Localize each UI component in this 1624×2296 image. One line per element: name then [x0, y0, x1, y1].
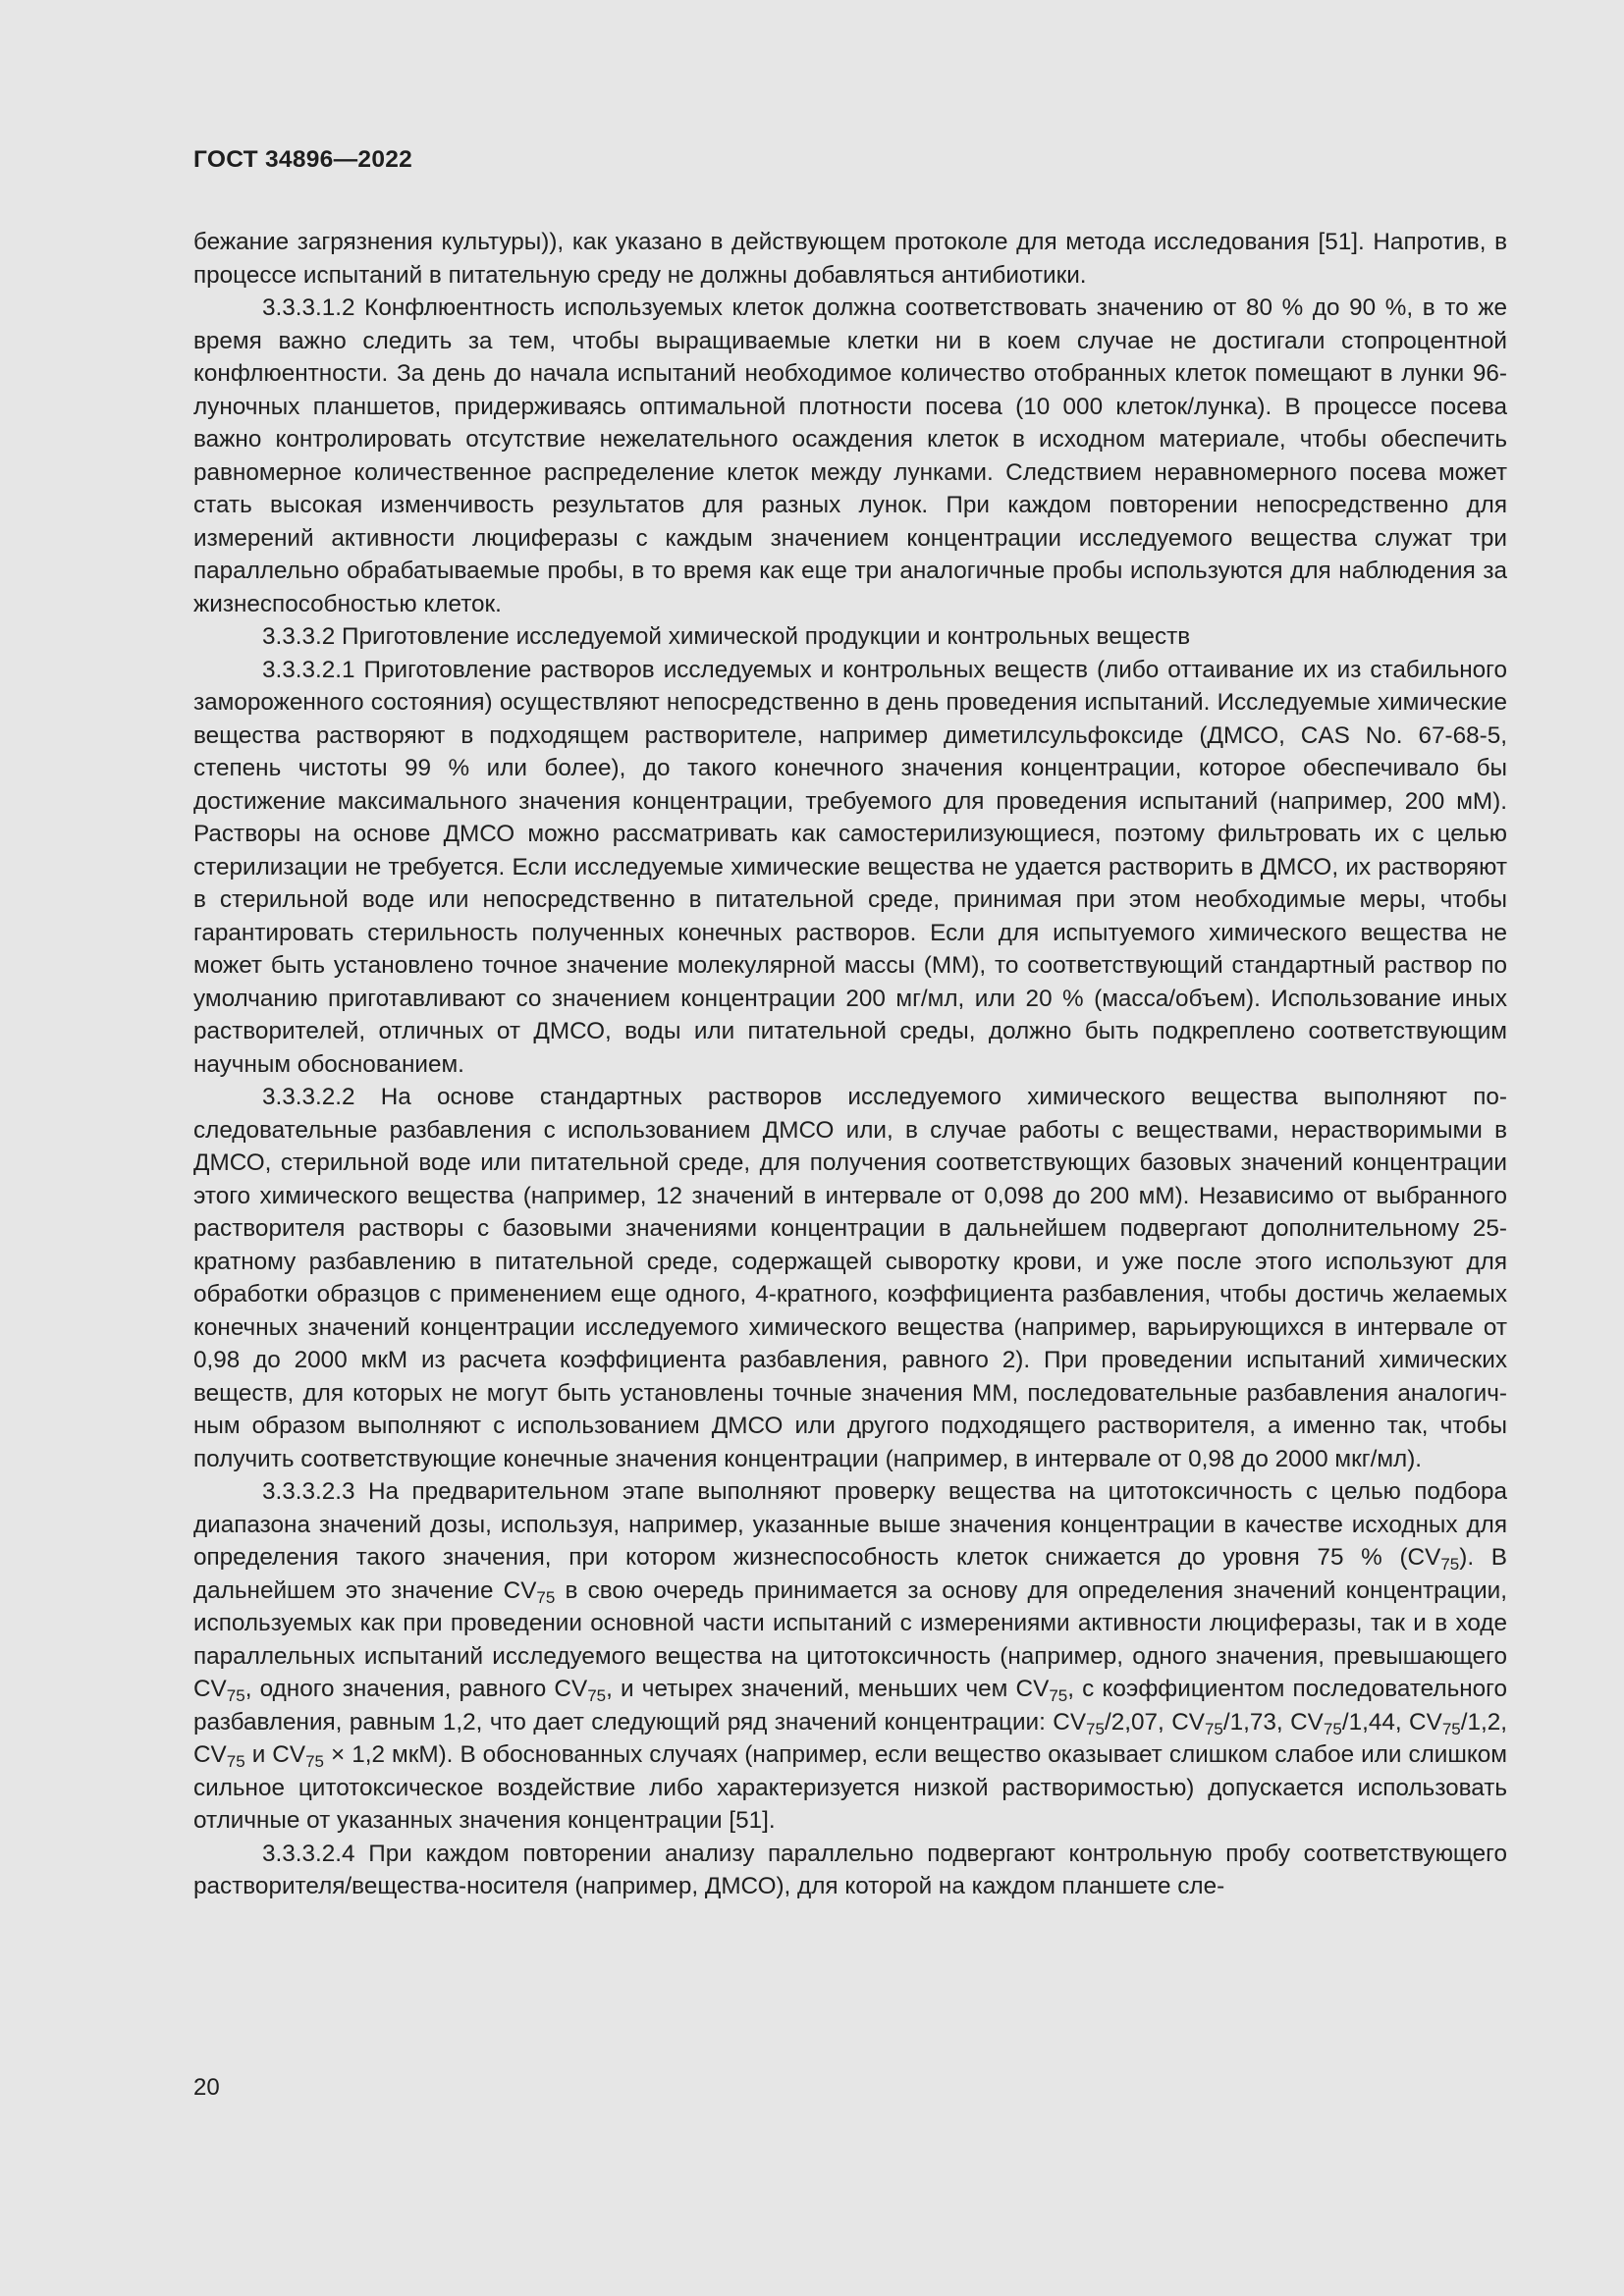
- document-body: [193, 226, 1507, 1903]
- paragraph: 3.3.3.2.4 При каждом повторении анализу параллельно подвергают контрольную пробу соответствующего растворителя/вещества-носителя (например, ДМСО), для которой на каждом планшете сле-: [193, 1840, 1507, 1899]
- paragraph: бежание загрязнения культуры)), как указано в действующем протоколе для метода исследования [51]. Напротив, в процессе испытаний в питательную среду не должны добавляться антибиотики.: [193, 229, 1507, 289]
- document-page: [193, 145, 1507, 1903]
- standard-header: ГОСТ 34896—2022: [193, 146, 413, 173]
- paragraph: 3.3.3.2.1 Приготовление растворов исследуемых и контрольных веществ (либо оттаивание их из стабильного замороженного состояния) осуществляют непосредственно в день проведения испытаний. Исследуемые химические вещества растворяют в подходящем растворителе, например диметилсульфоксиде (ДМСО, CAS No. 67-68-5, степень чистоты 99 % или более), до такого конечного значения концентрации, которое обеспечивало бы достижение максимального значения концентрации, требуемого для проведения испытаний (например, 200 мМ). Растворы на основе ДМСО можно рассматривать как самостерилизующиеся, поэтому фильтровать их с целью стерилизации не требуется. Если исследуемые химические вещества не удается растворить в ДМСО, их растворяют в стерильной воде или непосредственно в питательной среде, принимая при этом необходимые меры, чтобы гарантировать стерильность полученных конечных растворов. Если для испытуемого химического вещества не может быть установлено точное значение молекулярной массы (ММ), то соответствующий стандартный раствор по умолчанию приготавливают со значением концентрации 200 мг/мл, или 20 % (масса/объем). Использование иных растворителей, отличных от ДМСО, воды или питательной среды, должно быть подкреплено соответствующим научным обоснованием.: [193, 656, 1507, 1078]
- paragraph: 3.3.3.1.2 Конфлюентность используемых клеток должна соответствовать значению от 80 % до 90 %, в то же время важно следить за тем, чтобы выращиваемые клетки ни в коем случае не достигали стопроцентной конфлюентности. За день до начала испытаний необходимое количество отобранных клеток помещают в лунки 96-луночных планшетов, придерживаясь оптимальной плотности посева (10 000 клеток/лунка). В процессе посева важно контролировать отсутствие нежелательного осаждения клеток в исходном материале, чтобы обеспечить равномерное количественное распределение клеток между лунками. Следствием неравномерного посева может стать высокая изменчивость результатов для разных лунок. При каждом повторении непосредственно для измерений активности люциферазы с каждым значением концентрации исследуемого вещества служат три параллельно обрабатываемые пробы, в то время как еще три аналогичные пробы используются для наблюдения за жизнеспособностью клеток.: [193, 294, 1507, 617]
- paragraph: 3.3.3.2 Приготовление исследуемой химической продукции и контрольных веществ: [262, 623, 1191, 650]
- paragraph: 3.3.3.2.2 На основе стандартных растворов исследуемого химического вещества выполняют последовательные разбавления с использованием ДМСО или, в случае работы с веществами, нерастворимыми в ДМСО, стерильной воде или питательной среде, для получения соответствующих базовых значений концентрации этого химического вещества (например, 12 значений в интервале от 0,098 до 200 мМ). Независимо от выбранного растворителя растворы с базовыми значениями концентрации в дальнейшем подвергают дополнительному 25-кратному разбавлению в питательной среде, содержащей сыворотку крови, и уже после этого используют для обработки образцов с применением еще одного, 4-кратного, коэффициента разбавления, чтобы достичь желаемых конечных значений концентрации исследуемого химического вещества (например, варьирующихся в интервале от 0,98 до 2000 мкМ из расчета коэффициента разбавления, равного 2). При проведении испытаний химических веществ, для которых не могут быть установлены точные значения ММ, последовательные разбавления аналогичным образом выполняют с использованием ДМСО или другого подходящего растворителя, а именно так, чтобы получить соответствующие конечные значения концентрации (например, в интервале от 0,98 до 2000 мкг/мл).: [193, 1084, 1507, 1472]
- paragraph: 3.3.3.2.3 На предварительном этапе выполняют проверку вещества на цитотоксичность с целью подбора диапазона значений дозы, используя, например, указанные выше значения концентрации в качестве исходных для определения такого значения, при котором жизнеспособность клеток снижается до уровня 75 % $(CV_{75})$. В дальнейшем это значение $CV_{75}$ в свою очередь принимается за основу для определения значений концентрации, используемых как при проведении основной части испытаний с измерениями активности люциферазы, так и в ходе параллельных испытаний исследуемого вещества на цитотоксичность (например, одного значения, превышающего $CV_{75}$, одного значения, равного $CV_{75}$, и четырех значений, меньших чем $CV_{75}$, с коэффициентом последовательного разбавления, равным 1,2, что дает следующий ряд значений концентрации: $CV_{75}/2,07$, $CV_{75}/1,73$, $CV_{75}/1,44$, $CV_{75}/1,2$, $CV_{75}$ и $CV_{75} \times 1,2$ мкМ). В обоснованных случаях (например, если вещество оказывает слишком слабое или слишком сильное цитотоксическое воздействие либо характеризуется низкой растворимостью) допускается использовать отличные от указанных значения концентрации [51].: [193, 1478, 1508, 1834]
- page-number: 20: [193, 2074, 220, 2101]
